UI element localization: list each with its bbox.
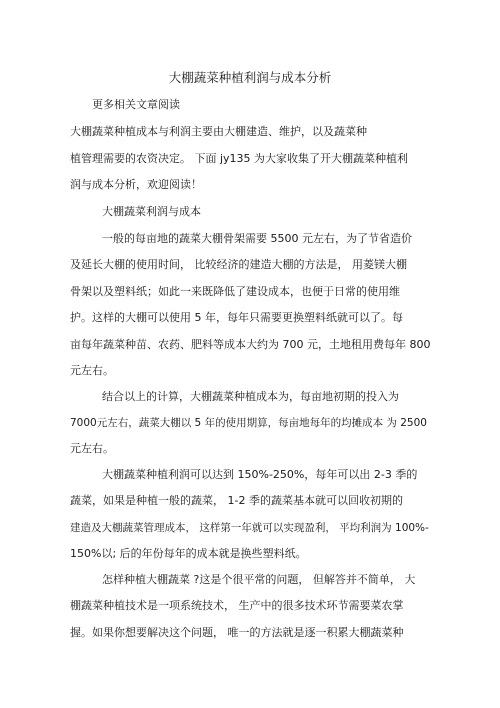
related-articles-link[interactable]: 更多相关文章阅读 [92,98,180,111]
document-title: 大棚蔬菜种植利润与成本分析 [168,70,332,85]
paragraph-line: 建造及大棚蔬菜管理成本， 这样第一年就可以实现盈利， 平均利润为 100%- [70,522,429,534]
paragraph-line: 护。这样的大棚可以使用 5 年，每年只需要更换塑料纸就可以了。每 [70,311,403,324]
paragraph-line: 握。如果你想要解决这个问题， 唯一的方法就是逐一积累大棚蔬菜种 [70,626,404,639]
paragraph-line: 植管理需要的农资决定。 下面 jy135 为大家收集了开大棚蔬菜种植利 [70,152,409,165]
paragraph-line: 一般的每亩地的蔬菜大棚骨架需要 5500 元左右，为了节省造价 [102,232,412,245]
paragraph-line: 150%以; 后的年份每年的成本就是换些塑料纸。 [70,547,307,560]
paragraph-line: 大棚蔬菜种植成本与利润主要由大棚建造、维护，以及蔬菜种 [70,125,367,138]
paragraph-line: 蔬菜，如果是种植一般的蔬菜， 1-2 季的蔬菜基本就可以回收初期的 [70,494,403,507]
paragraph-line: 元左右。 [70,364,114,377]
paragraph-line: 润与成本分析，欢迎阅读！ [70,178,202,191]
paragraph-line: 亩每年蔬菜种苗、农药、肥料等成本大约为 700 元，土地租用费每年 800 [70,338,431,351]
paragraph-line: 骨架以及塑料纸；如此一来既降低了建设成本，也便于日常的使用维 [70,285,400,298]
paragraph-line: 元左右。 [70,442,114,455]
section-heading: 大棚蔬菜利润与成本 [102,205,201,218]
paragraph-line: 7000元左右，蔬菜大棚以 5 年的使用期算，每亩地每年的均摊成本 为 2500 [70,417,427,429]
paragraph-line: 结合以上的计算，大棚蔬菜种植成本为，每亩地初期的投入为 [102,390,399,403]
paragraph-line: 大棚蔬菜种植利润可以达到 150%-250%，每年可以出 2-3 季的 [102,468,418,481]
paragraph-line: 棚蔬菜种植技术是一项系统技术， 生产中的很多技术环节需要菜农掌 [70,599,404,612]
paragraph-line: 怎样种植大棚蔬菜 ?这是个很平常的问题， 但解答并不简单， 大 [102,573,416,586]
paragraph-line: 及延长大棚的使用时间， 比较经济的建造大棚的方法是， 用菱镁大棚 [70,258,407,271]
